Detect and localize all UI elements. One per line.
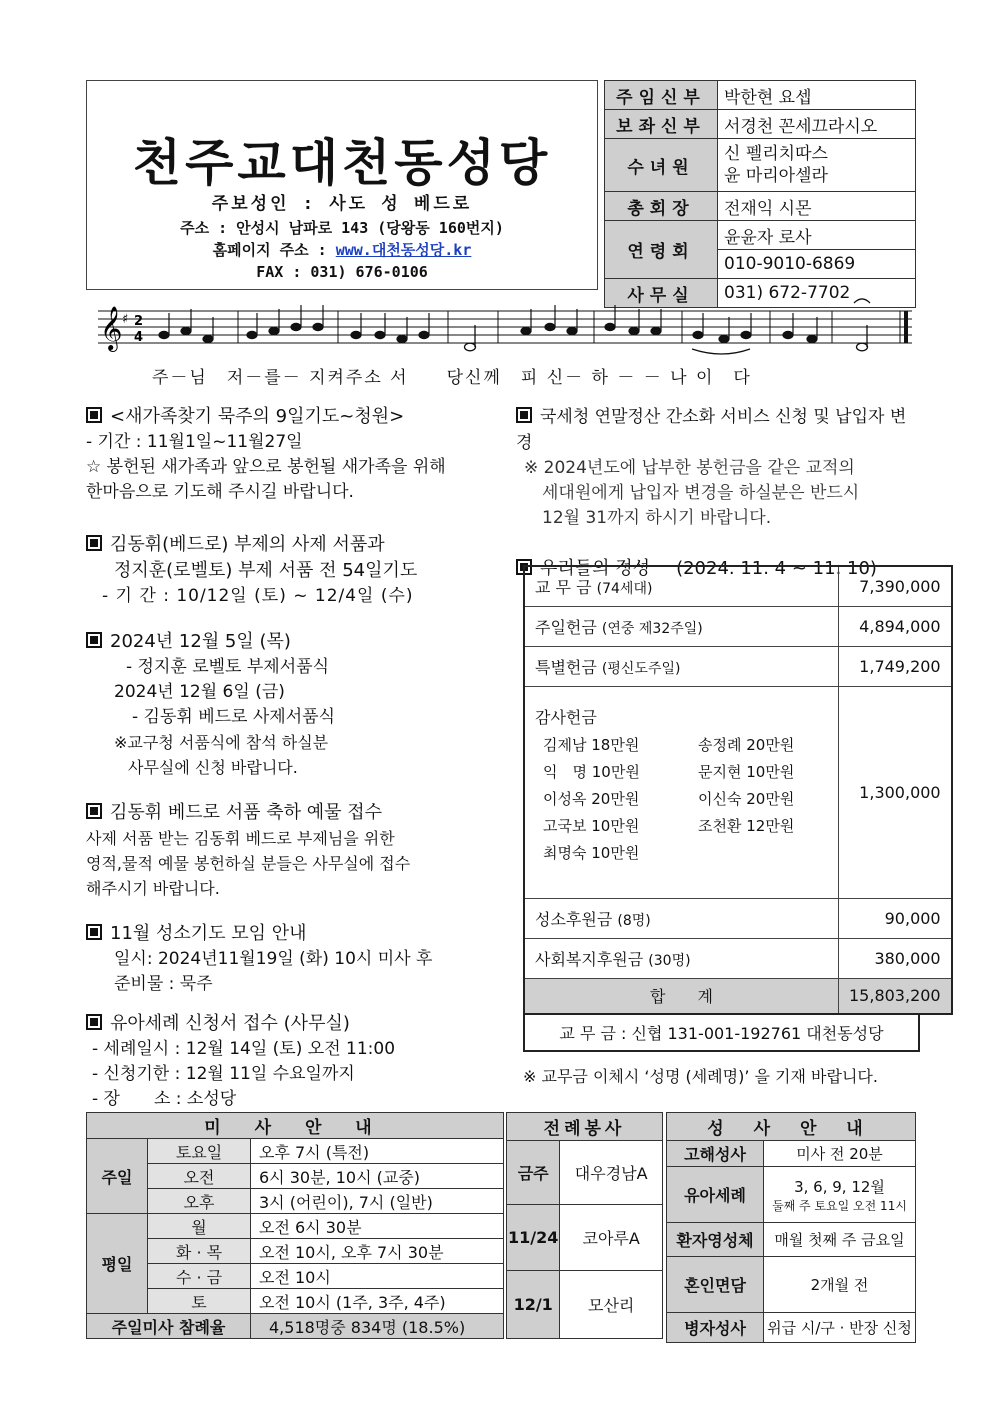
sacrament-value: 2개월 전 xyxy=(764,1257,916,1313)
staff-label: 사무실 xyxy=(605,279,718,308)
treble-clef-icon: 𝄞 xyxy=(100,306,123,350)
offering-amount: 1,749,200 xyxy=(839,646,952,686)
music-score xyxy=(86,297,916,389)
service-date: 금주 xyxy=(507,1141,560,1205)
homepage-link[interactable]: www.대천동성당.kr xyxy=(335,241,472,259)
notice-line: ※교구청 서품식에 참석 하실분 xyxy=(114,733,329,752)
music-lyrics: 주－님 저－를－ 지켜주소 서 당신께 피 신－ 하 － － 나 이 다 xyxy=(152,368,752,388)
sacrament-label: 병자성사 xyxy=(667,1313,764,1343)
service-title: 전례봉사 xyxy=(507,1113,663,1141)
notice-new-family xyxy=(86,404,496,505)
staff-value: 윤윤자 로사 xyxy=(718,221,916,250)
sacrament-label: 유아세례 xyxy=(667,1167,764,1223)
staff-value: 서경천 꼰세끄라시오 xyxy=(718,110,916,139)
bullet-icon xyxy=(86,803,102,819)
notice-line: 세대원에게 납입자 변경을 하실분은 반드시 xyxy=(542,483,860,503)
staff-value: 010-9010-6869 xyxy=(718,250,916,279)
mass-time: 오전 10시 (1주, 3주, 4주) xyxy=(251,1289,504,1314)
sacrament-value-line: 3, 6, 9, 12월 xyxy=(794,1177,885,1196)
account-info: 교 무 금 : 신협 131-001-192761 대천동성당 xyxy=(523,1015,920,1052)
notice-title: 국세청 연말정산 간소화 서비스 신청 및 납입자 변경 xyxy=(516,407,907,453)
thanks-donor: 익 명 10만원 xyxy=(543,762,640,781)
notice-line: - 김동휘 베드로 사제서품식 xyxy=(132,707,335,727)
mass-time: 6시 30분, 10시 (교중) xyxy=(251,1164,504,1189)
svg-text:4: 4 xyxy=(134,330,144,345)
staff-label: 연령회 xyxy=(605,221,718,279)
notice-line: 사무실에 신청 바랍니다. xyxy=(128,758,298,777)
mass-day: 오전 xyxy=(148,1164,251,1189)
service-date: 12/1 xyxy=(507,1271,560,1339)
sacrament-value: 미사 전 20분 xyxy=(764,1141,916,1167)
offering-name xyxy=(524,938,839,978)
attendance-value: 4,518명중 834명 (18.5%) xyxy=(251,1314,504,1339)
notice-line: - 세례일시 : 12월 14일 (토) 오전 11:00 xyxy=(92,1039,396,1059)
notice-title: <새가족찾기 묵주의 9일기도~청원> xyxy=(110,406,405,427)
offering-name xyxy=(524,646,839,686)
staff-label: 총회장 xyxy=(605,192,718,221)
thanks-donor: 조천환 12만원 xyxy=(698,816,795,835)
bullet-icon xyxy=(86,632,102,648)
svg-text:♯: ♯ xyxy=(122,312,129,327)
notice-line: 12월 31까지 하시기 바랍니다. xyxy=(542,508,772,528)
offering-sub: (평신도주일) xyxy=(601,660,681,677)
bullet-icon xyxy=(516,407,532,423)
offering-amount: 1,300,000 xyxy=(839,686,952,898)
offering-period: (2024. 11. 4 ~ 11. 10) xyxy=(676,558,877,579)
bullet-icon xyxy=(86,535,102,551)
homepage-label: 홈페이지 주소 : xyxy=(212,241,336,259)
offering-section xyxy=(523,565,941,1087)
notice-line: 영적,물적 예물 봉헌하실 분들은 사무실에 접수 xyxy=(86,854,411,873)
mass-time: 오전 6시 30분 xyxy=(251,1214,504,1239)
church-header xyxy=(86,80,598,290)
bullet-icon xyxy=(86,924,102,940)
total-amount: 15,803,200 xyxy=(839,978,952,1014)
sacrament-label: 환자영성체 xyxy=(667,1223,764,1257)
sacrament-value xyxy=(764,1167,916,1223)
offering-amount: 4,894,000 xyxy=(839,606,952,646)
svg-text:2: 2 xyxy=(134,314,144,329)
notice-line: - 기 간 : 10/12일 (토) ~ 12/4일 (수) xyxy=(102,586,414,606)
total-label: 합 계 xyxy=(524,978,839,1014)
offering-sub: (74세대) xyxy=(596,580,653,597)
bullet-icon xyxy=(86,1014,102,1030)
notice-line: 일시: 2024년11월19일 (화) 10시 미사 후 xyxy=(114,949,433,969)
sacraments-table xyxy=(666,1112,916,1343)
notice-infant-baptism xyxy=(86,1011,496,1112)
offering-sub: (연중 제32주일) xyxy=(601,620,703,637)
sacraments-title: 성 사 안 내 xyxy=(667,1113,916,1141)
offering-name-text: 교 무 금 xyxy=(535,577,592,597)
notice-line: ☆ 봉헌된 새가족과 앞으로 봉헌될 새가족을 위해 xyxy=(86,457,446,477)
mass-time: 오전 10시 xyxy=(251,1264,504,1289)
notice-line: 한마음으로 기도해 주시길 바랍니다. xyxy=(86,482,354,502)
notice-title: 2024년 12월 5일 (목) xyxy=(110,631,291,652)
service-team: 코아루A xyxy=(560,1205,663,1271)
thanks-donor: 이신숙 20만원 xyxy=(698,789,795,808)
offering-sub: (8명) xyxy=(617,912,651,929)
offering-name xyxy=(524,566,839,606)
staff-label: 수녀원 xyxy=(605,139,718,192)
staff-value-line: 윤 마리아셀라 xyxy=(724,166,828,186)
thanks-donor: 송정례 20만원 xyxy=(698,735,795,754)
mass-time: 오후 7시 (특전) xyxy=(251,1139,504,1164)
service-team: 대우경남A xyxy=(560,1141,663,1205)
notice-line: 사제 서품 받는 김동휘 베드로 부제님을 위한 xyxy=(86,829,395,848)
mass-day: 수 · 금 xyxy=(148,1264,251,1289)
offering-name-text: 사회복지후원금 xyxy=(535,949,644,969)
notice-title: 김동휘 베드로 서품 축하 예물 접수 xyxy=(110,802,383,823)
offering-name xyxy=(524,606,839,646)
notice-line: - 기간 : 11월1일~11월27일 xyxy=(86,432,303,452)
sacrament-value-line: 둘째 주 토요일 오전 11시 xyxy=(772,1198,907,1213)
thanks-donor: 김제남 18만원 xyxy=(543,735,640,754)
staff-value: 박한현 요셉 xyxy=(718,81,916,110)
thanks-donor: 최명숙 10만원 xyxy=(543,843,640,862)
offering-name-text: 주일헌금 xyxy=(535,617,597,637)
mass-time: 오전 10시, 오후 7시 30분 xyxy=(251,1239,504,1264)
staff-label: 주임신부 xyxy=(605,81,718,110)
offering-name xyxy=(524,898,839,938)
notice-line: 2024년 12월 6일 (금) xyxy=(114,682,285,702)
mass-day: 토요일 xyxy=(148,1139,251,1164)
right-column xyxy=(516,404,920,582)
offering-table xyxy=(523,565,953,1015)
patron-saint: 주보성인 : 사도 성 베드로 xyxy=(211,194,473,214)
notice-title: 정지훈(로벨토) 부제 서품 전 54일기도 xyxy=(114,560,418,581)
offering-title: 우리들의 정성 xyxy=(540,558,651,579)
thanks-donor: 고국보 10만원 xyxy=(543,816,640,835)
mass-day: 화 · 목 xyxy=(148,1239,251,1264)
notice-line: 준비물 : 묵주 xyxy=(114,974,213,994)
music-staff xyxy=(86,297,916,359)
thanks-offering xyxy=(524,686,839,898)
thanks-donor: 문지현 10만원 xyxy=(698,762,795,781)
staff-value-line: 신 펠리치따스 xyxy=(724,144,828,164)
address: 주소 : 안성시 남파로 143 (당왕동 160번지) xyxy=(180,219,504,237)
notice-ordination-dates xyxy=(86,629,496,780)
sacrament-label: 혼인면담 xyxy=(667,1257,764,1313)
sacrament-value: 매월 첫째 주 금요일 xyxy=(764,1223,916,1257)
church-name: 천주교대천동성당 xyxy=(132,133,552,192)
attendance-label: 주일미사 참례율 xyxy=(87,1314,251,1339)
staff-value: 전재익 시몬 xyxy=(718,192,916,221)
mass-title: 미 사 안 내 xyxy=(87,1113,504,1139)
thanks-list xyxy=(535,734,828,863)
notice-line: - 신청기한 : 12월 11일 수요일까지 xyxy=(92,1064,355,1084)
liturgy-service-table xyxy=(506,1112,663,1339)
notice-line: - 장 소 : 소성당 xyxy=(92,1089,237,1109)
bullet-icon xyxy=(86,407,102,423)
sacrament-label: 고해성사 xyxy=(667,1141,764,1167)
offering-amount: 7,390,000 xyxy=(839,566,952,606)
sacrament-value: 위급 시/구 · 반장 신청 xyxy=(764,1313,916,1343)
staff-label: 보좌신부 xyxy=(605,110,718,139)
offering-name-text: 특별헌금 xyxy=(535,657,597,677)
notice-gift xyxy=(86,800,496,901)
service-team: 모산리 xyxy=(560,1271,663,1339)
staff-value: 031) 672-7702 xyxy=(718,279,916,308)
offering-sub: (30명) xyxy=(648,952,691,969)
notice-ordination-prayer xyxy=(86,532,496,609)
mass-day: 토 xyxy=(148,1289,251,1314)
notice-title: 유아세례 신청서 접수 (사무실) xyxy=(110,1013,350,1034)
offering-amount: 90,000 xyxy=(839,898,952,938)
mass-time: 3시 (어린이), 7시 (일반) xyxy=(251,1189,504,1214)
thanks-title: 감사헌금 xyxy=(535,707,597,727)
mass-day: 오후 xyxy=(148,1189,251,1214)
staff-value xyxy=(718,139,916,192)
notice-vocation xyxy=(86,921,496,997)
service-date: 11/24 xyxy=(507,1205,560,1271)
fax: FAX : 031) 676-0106 xyxy=(256,263,428,281)
notice-title: 11월 성소기도 모임 안내 xyxy=(110,923,307,944)
thanks-donor: 이성옥 20만원 xyxy=(543,789,640,808)
homepage xyxy=(87,239,597,260)
staff-table xyxy=(604,80,916,308)
offering-amount: 380,000 xyxy=(839,938,952,978)
notice-title: 김동휘(베드로) 부제의 사제 서품과 xyxy=(110,534,385,555)
notice-line: - 정지훈 로벨토 부제서품식 xyxy=(126,657,329,677)
mass-group-sunday: 주일 xyxy=(87,1139,148,1214)
offering-name-text: 성소후원금 xyxy=(535,909,613,929)
account-note: ※ 교무금 이체시 ‘성명 (세례명)’ 을 기재 바랍니다. xyxy=(523,1067,878,1086)
notice-line: ※ 2024년도에 납부한 봉헌금을 같은 교적의 xyxy=(524,458,855,478)
mass-day: 월 xyxy=(148,1214,251,1239)
notice-line: 해주시기 바랍니다. xyxy=(86,879,220,898)
mass-group-weekday: 평일 xyxy=(87,1214,148,1314)
mass-schedule-table xyxy=(86,1112,504,1339)
left-column xyxy=(86,404,496,1112)
